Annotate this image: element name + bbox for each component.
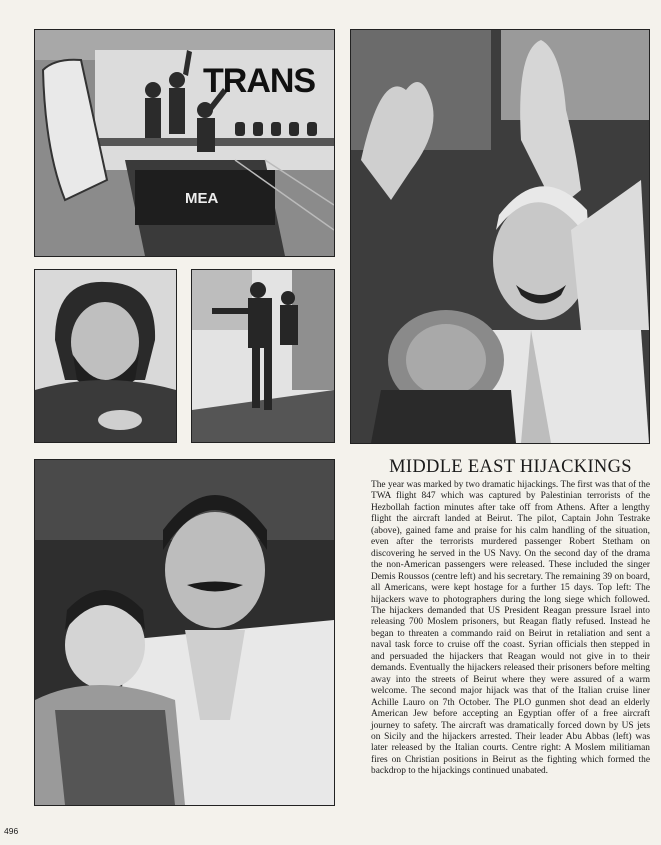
photo-demis-roussos [34,269,177,443]
fuselage-lettering: TRANS [203,62,316,100]
photo-militiaman [191,269,335,443]
article-headline: MIDDLE EAST HIJACKINGS [389,457,632,477]
stairs-lettering: MEA [185,190,219,207]
photo-hijackers-plane [34,29,335,257]
photo-captain-testrake [350,29,650,444]
article [371,456,650,778]
page-number: 496 [4,826,19,836]
photo-abu-abbas [34,459,335,806]
article-body: The year was marked by two dramatic hijackings. The first was that of the TWA flight 847 which was captured by Palestinian terrorists of the Hezbollah faction minutes after take off from Athens. After a lengthy flight the aircraft landed at Beirut. The pilot, Captain John Testrake (above), gained fame and praise for his calm handling of the situation, even after the terrorists murdered passenger Robert Stetham on discovering he served in the US Navy. On the second day of the drama the non-American passengers were released. These included the singer Demis Roussos (centre left) and his secretary. The remaining 39 on board, all Americans, were kept hostage for a further 15 days. Top left: The hijackers wave to photographers during the long siege which followed. The hijackers demanded that US President Reagan pressure Israel into releasing 700 Moslem prisoners, but Reagan flatly refused. Instead he began to threaten a commando raid on Beirut in retaliation and sent a naval task force to cruise off the coast. Syrian officials then stepped in and persuaded the hijackers that Reagan would not give in to their demands. Eventually the hijackers released their prisoners before melting away into the streets of Beirut where they were assured of a warm welcome. The second major hijack was that of the Italian cruise liner Achille Lauro on 7th October. The PLO gunmen shot dead an elderly American Jew before accepting an Egyptian offer of a free aircraft journey to safety. The aircraft was dramatically forced down by US jets on Sicily and the hijackers arrested. Their leader Abu Abbas (left) was later released by the Italian courts. Centre right: A Moslem militiaman fires on Christian positions in Beirut as the fighting which formed the backdrop to the hijackings continued unabated. [371,480,650,777]
